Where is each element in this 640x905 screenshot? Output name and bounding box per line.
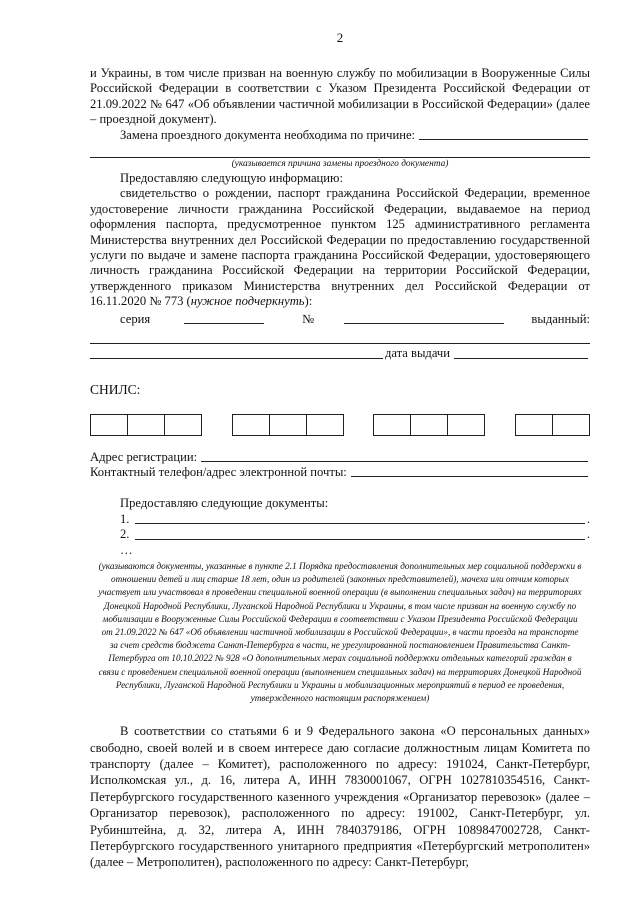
document-series-row bbox=[90, 312, 590, 327]
snils-digit-box[interactable] bbox=[410, 414, 448, 436]
contact-field[interactable] bbox=[351, 476, 588, 477]
documents-note: (указываются документы, указанные в пункте 2.1 Порядка предоставления дополнительных мер социальной поддержки в отношении детей и лиц старше 18 лет, один из родителей (законных представителей), мачеха или отчим которых участвует или участвовал в проведении специальной военной операции (в выполнении специальных задач) на территориях Донецкой Народной Республики, Луганской Народной Республики и Украины, в том числе призван на военную службу по мобилизации в Вооруженные Силы Российской Федерации в соответствии с Указом Президента Российской Федерации от 21.09.2022 № 647 «Об объявлении частичной мобилизации в Российской Федерации», в части проезда на транспорте за счет средств бюджета Санкт-Петербурга в части, не урегулированной постановлением Правительства Санкт-Петербурга от 10.10.2022 № 928 «О дополнительных мерах социальной поддержки отдельных категорий граждан в связи с проведением специальной военной операции (выполнением специальных задач) на территориях Донецкой Народной Республики, Луганской Народной Республики и Украины и мобилизационных мероприятий в период ее проведения, утвержденного настоящим распоряжением) bbox=[98, 560, 582, 703]
document-item-ellipsis: … bbox=[120, 542, 133, 557]
snils-digit-box[interactable] bbox=[306, 414, 344, 436]
number-label: № bbox=[302, 311, 315, 326]
snils-digit-box[interactable] bbox=[232, 414, 270, 436]
address-row bbox=[90, 450, 590, 465]
issued-by-label: выданный: bbox=[531, 311, 590, 326]
snils-digit-box[interactable] bbox=[269, 414, 307, 436]
replacement-reason-caption: (указывается причина замены проездного документа) bbox=[231, 159, 449, 170]
page-number: 2 bbox=[336, 30, 344, 45]
address-label: Адрес регистрации: bbox=[90, 449, 198, 464]
issue-date-label: дата выдачи bbox=[384, 346, 450, 361]
series-label: серия bbox=[120, 311, 151, 326]
snils-digit-box[interactable] bbox=[552, 414, 590, 436]
issue-date-field[interactable] bbox=[454, 358, 588, 359]
snils-label: СНИЛС: bbox=[90, 381, 141, 397]
snils-digit-box[interactable] bbox=[90, 414, 128, 436]
address-field[interactable] bbox=[201, 461, 588, 462]
document-item-field[interactable] bbox=[135, 539, 584, 540]
document-item-number: 2. bbox=[120, 527, 130, 542]
snils-field bbox=[90, 414, 590, 436]
snils-digit-box[interactable] bbox=[127, 414, 165, 436]
info-label: Предоставляю следующую информацию: bbox=[120, 171, 343, 186]
snils-digit-box[interactable] bbox=[164, 414, 202, 436]
document-item-row bbox=[90, 543, 590, 558]
document-item-row: 1. . bbox=[120, 511, 590, 526]
snils-group-1 bbox=[90, 414, 202, 436]
snils-digit-box[interactable] bbox=[515, 414, 553, 436]
document-item-row: 2. . bbox=[120, 527, 590, 542]
issued-by-field[interactable] bbox=[90, 327, 590, 344]
intro-paragraph: и Украины, в том числе призван на военную службу по мобилизации в Вооруженные Силы Российской Федерации в соответствии с Указом Президента Российской Федерации от 21.09.2022 № 647 «Об объявлении частичной мобилизации в Российской Федерации» (далее – проездной документ). bbox=[90, 66, 590, 127]
documents-label: Предоставляю следующие документы: bbox=[120, 496, 329, 511]
replacement-reason-label: Замена проездного документа необходима по причине: bbox=[120, 127, 416, 142]
document-item-number: 1. bbox=[120, 511, 130, 526]
document-page bbox=[90, 30, 590, 871]
series-field[interactable] bbox=[184, 323, 264, 324]
replacement-reason-field-line2[interactable] bbox=[90, 143, 590, 158]
contact-label: Контактный телефон/адрес электронной почты: bbox=[90, 464, 347, 479]
consent-paragraph: В соответствии со статьями 6 и 9 Федерального закона «О персональных данных» свободно, своей волей и в своем интересе даю согласие должностным лицам Комитета по транспорту (далее – Комитет), расположенного по адресу: 191024, Санкт-Петербург, Исполкомская ул., д. 16, литера А, ИНН 7830001067, ОГРН 1027810354516, Санкт-Петербургского государственного казенного учреждения «Организатор перевозок» (далее – Организатор перевозок), расположенного по адресу: 191002, Санкт-Петербург, ул. Рубинштейна, д. 32, литера А, ИНН 7840379186, ОГРН 1089847002728, Санкт-Петербургского государственного унитарного предприятия «Петербургский метрополитен» (далее – Метрополитен), расположенного по адресу: Санкт-Петербург, bbox=[90, 724, 590, 870]
document-item-field[interactable] bbox=[135, 523, 584, 524]
issue-date-row bbox=[90, 346, 590, 361]
issued-by-field-line2[interactable] bbox=[90, 358, 383, 359]
contact-row bbox=[90, 465, 590, 480]
replacement-reason-field[interactable] bbox=[419, 139, 588, 140]
snils-group-2 bbox=[232, 414, 344, 436]
snils-group-3 bbox=[373, 414, 485, 436]
snils-digit-box[interactable] bbox=[373, 414, 411, 436]
number-field[interactable] bbox=[344, 323, 504, 324]
snils-group-4 bbox=[515, 414, 590, 436]
replacement-reason-row bbox=[90, 128, 590, 143]
info-underline-note: нужное подчеркнуть bbox=[190, 294, 305, 309]
snils-digit-box[interactable] bbox=[447, 414, 485, 436]
info-paragraph: свидетельство о рождении, паспорт гражданина Российской Федерации, временное удостоверение личности гражданина Российской Федерации, выдаваемое на период оформления паспорта, предусмотренное пунктом 125 административного регламента Министерства внутренних дел Российской Федерации по предоставлению государственной услуги по выдаче и замене паспорта гражданина Российской Федерации, удостоверяющего личность гражданина Российской Федерации на территории Российской Федерации, утвержденного приказом Министерства внутренних дел Российской Федерации от 16.11.2020 № 773 (нужное подчеркнуть): bbox=[90, 186, 590, 309]
